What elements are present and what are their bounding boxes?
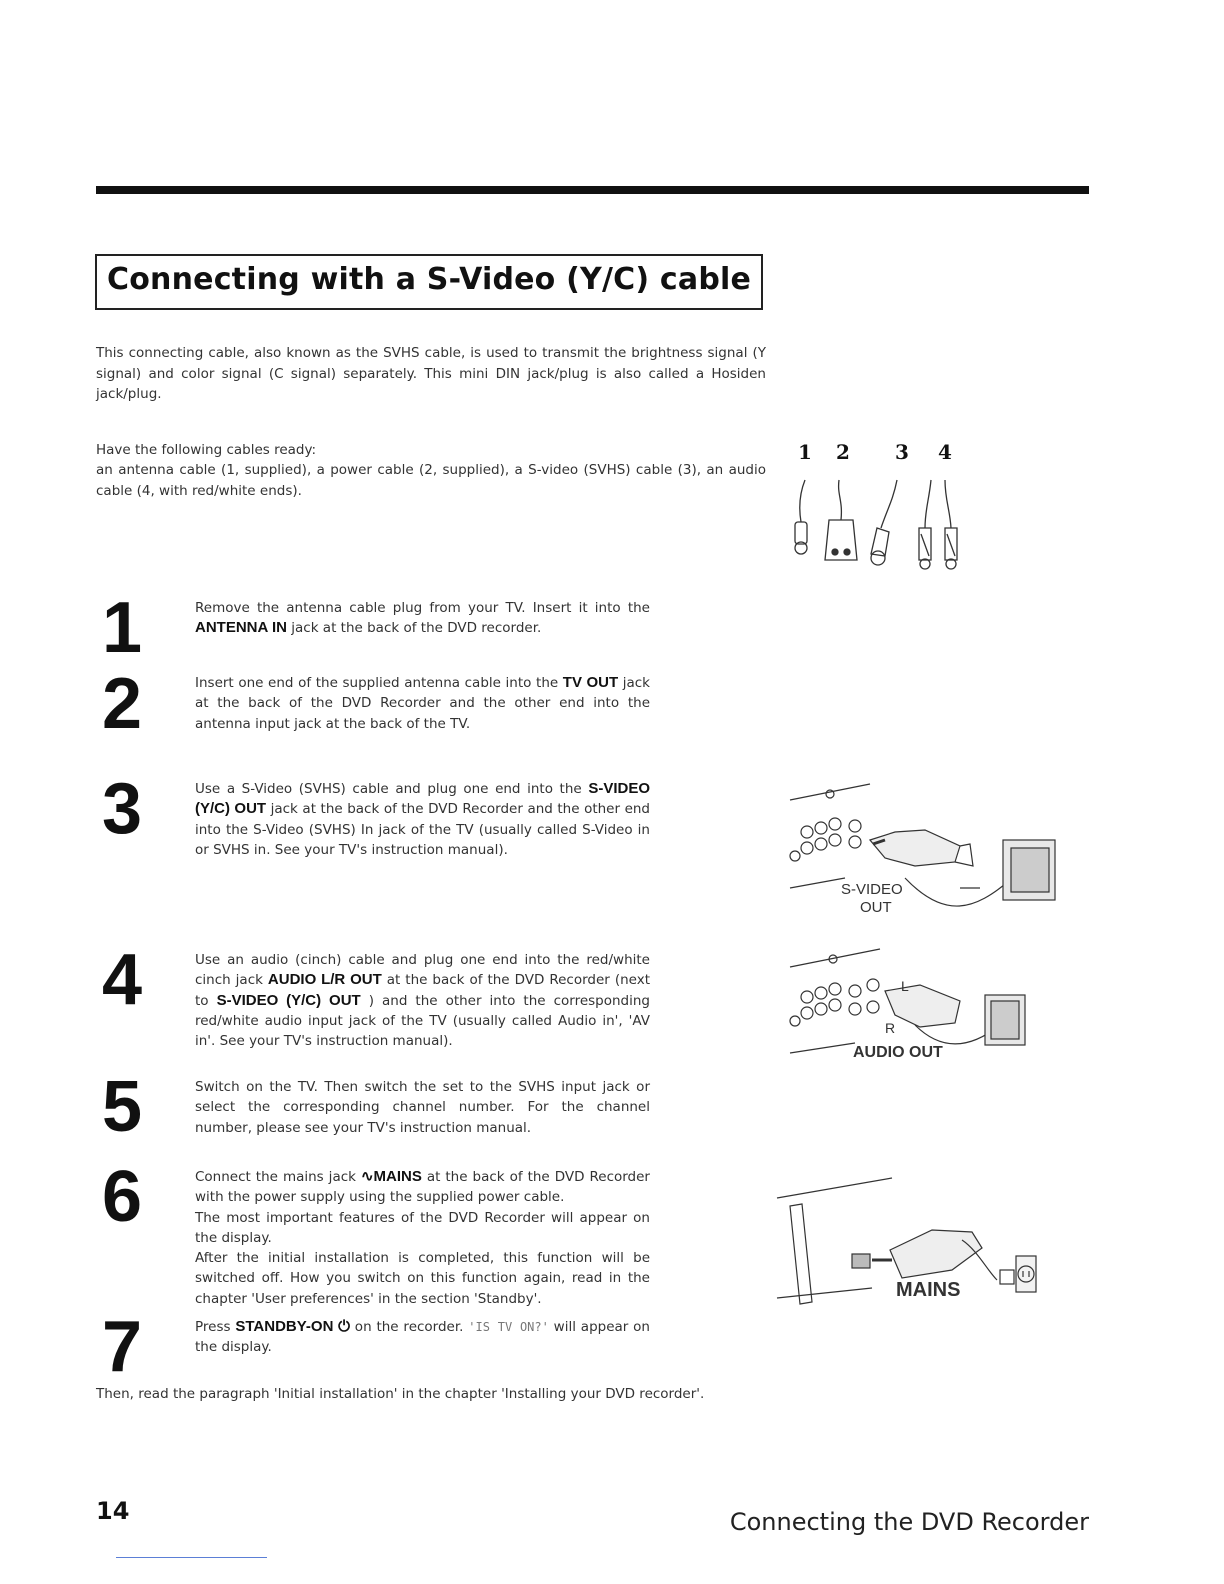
step-number-2: 2	[102, 664, 143, 744]
step-1-keyword: ANTENNA IN	[195, 619, 287, 637]
audio-l-label: L	[901, 978, 909, 994]
step-1-part: jack at the back of the DVD recorder.	[286, 620, 542, 637]
step-7-part: on the recorder.	[349, 1319, 469, 1335]
title-box	[95, 254, 763, 310]
cables-heading: Have the following cables ready:	[96, 442, 317, 458]
step-7-display-text: 'IS TV ON?'	[468, 1320, 549, 1334]
step-4-part: Use an audio (cinch) cable and plug one end into the red/white cinch jack	[195, 952, 650, 989]
step-3-part: Use a S-Video (SVHS) cable and plug one end into the	[195, 781, 589, 797]
cable-label-2: 2	[836, 440, 850, 464]
svideo-connection-figure	[785, 770, 1065, 920]
step-7-text	[195, 1317, 650, 1358]
cable-labels	[790, 440, 970, 470]
cables-illustration	[785, 470, 975, 580]
step-number-4: 4	[102, 940, 143, 1020]
cable-label-4: 4	[938, 440, 952, 464]
step-4-keyword: AUDIO L/R OUT	[267, 971, 382, 989]
step-4-text	[195, 950, 650, 1051]
step-7-part: will appear on the display.	[195, 1319, 650, 1356]
audio-r-label: R	[885, 1020, 896, 1036]
step-4-part: ) and the other into the corresponding red/white audio input jack of the TV (usually called Audio in', 'AV in'. See your TV's instruction manual).	[195, 992, 651, 1050]
step-6-part: Connect the mains jack	[195, 1169, 361, 1185]
step-number-1: 1	[102, 588, 143, 668]
step-4-part: at the back of the DVD Recorder (next to	[195, 972, 650, 1009]
bottom-underline	[116, 1557, 267, 1558]
step-3-keyword: S-VIDEO (Y/C) OUT	[195, 780, 650, 818]
audio-out-label: AUDIO OUT	[853, 1044, 943, 1061]
mains-label: MAINS	[896, 1279, 961, 1301]
step-number-3: 3	[102, 769, 143, 849]
step-5-text	[195, 1077, 650, 1138]
step-2-part: Insert one end of the supplied antenna cable into the	[195, 675, 563, 691]
page-number: 14	[96, 1497, 130, 1525]
mains-connection-figure	[772, 1170, 1042, 1310]
step-number-6: 6	[102, 1157, 143, 1237]
step-3-text	[195, 779, 650, 860]
step-6-keyword: ∿MAINS	[360, 1168, 422, 1185]
step-2-text	[195, 673, 650, 734]
step-6-line: The most important features of the DVD Recorder will appear on the display.	[195, 1209, 650, 1246]
step-2-keyword: TV OUT	[562, 674, 619, 691]
svideo-label: S-VIDEO	[841, 881, 903, 898]
audio-connection-figure	[785, 945, 1045, 1065]
step-number-7: 7	[102, 1307, 143, 1387]
cables-list: an antenna cable (1, supplied), a power cable (2, supplied), a S-video (SVHS) cable (3), an audio cable (4, with red/white ends).	[96, 462, 766, 499]
top-rule	[96, 186, 1089, 194]
step-1-text	[195, 598, 650, 639]
step-6-part: at the back of the DVD Recorder with the power supply using the supplied power cable.	[195, 1169, 650, 1206]
step-7-keyword: STANDBY-ON ⏻	[235, 1318, 350, 1335]
step-2-part: jack at the back of the DVD Recorder and the other end into the antenna input jack at the back of the TV.	[195, 675, 650, 732]
footer-section-title: Connecting the DVD Recorder	[729, 1508, 1089, 1536]
step-number-5: 5	[102, 1067, 143, 1147]
page-title: Connecting with a S-Video (Y/C) cable	[107, 262, 752, 297]
step-6-text	[195, 1167, 650, 1309]
closing-paragraph: Then, read the paragraph 'Initial installation' in the chapter 'Installing your DVD recorder'.	[96, 1386, 705, 1402]
cable-label-3: 3	[895, 440, 909, 464]
step-6-line: After the initial installation is completed, this function will be switched off. How you switch on this function again, read in the chapter 'User preferences' in the section 'Standby'.	[195, 1250, 650, 1307]
step-7-part: Press	[195, 1319, 236, 1335]
step-3-part: jack at the back of the DVD Recorder and the other end into the S-Video (SVHS) In jack of the TV (usually called S-Video in or SVHS in. See your TV's instruction manual).	[195, 801, 651, 858]
step-4-keyword: S-VIDEO (Y/C) OUT	[216, 991, 361, 1009]
intro-paragraph: This connecting cable, also known as the SVHS cable, is used to transmit the brightness signal (Y signal) and color signal (C signal) separately. This mini DIN jack/plug is also called a Hosiden jack/plug.	[96, 345, 766, 402]
step-1-part: Remove the antenna cable plug from your TV. Insert it into the	[195, 600, 650, 616]
cable-label-1: 1	[798, 440, 812, 464]
svideo-out-label: OUT	[860, 899, 892, 916]
step-5-part: Switch on the TV. Then switch the set to the SVHS input jack or select the corresponding channel number. For the channel number, please see your TV's instruction manual.	[195, 1079, 650, 1136]
